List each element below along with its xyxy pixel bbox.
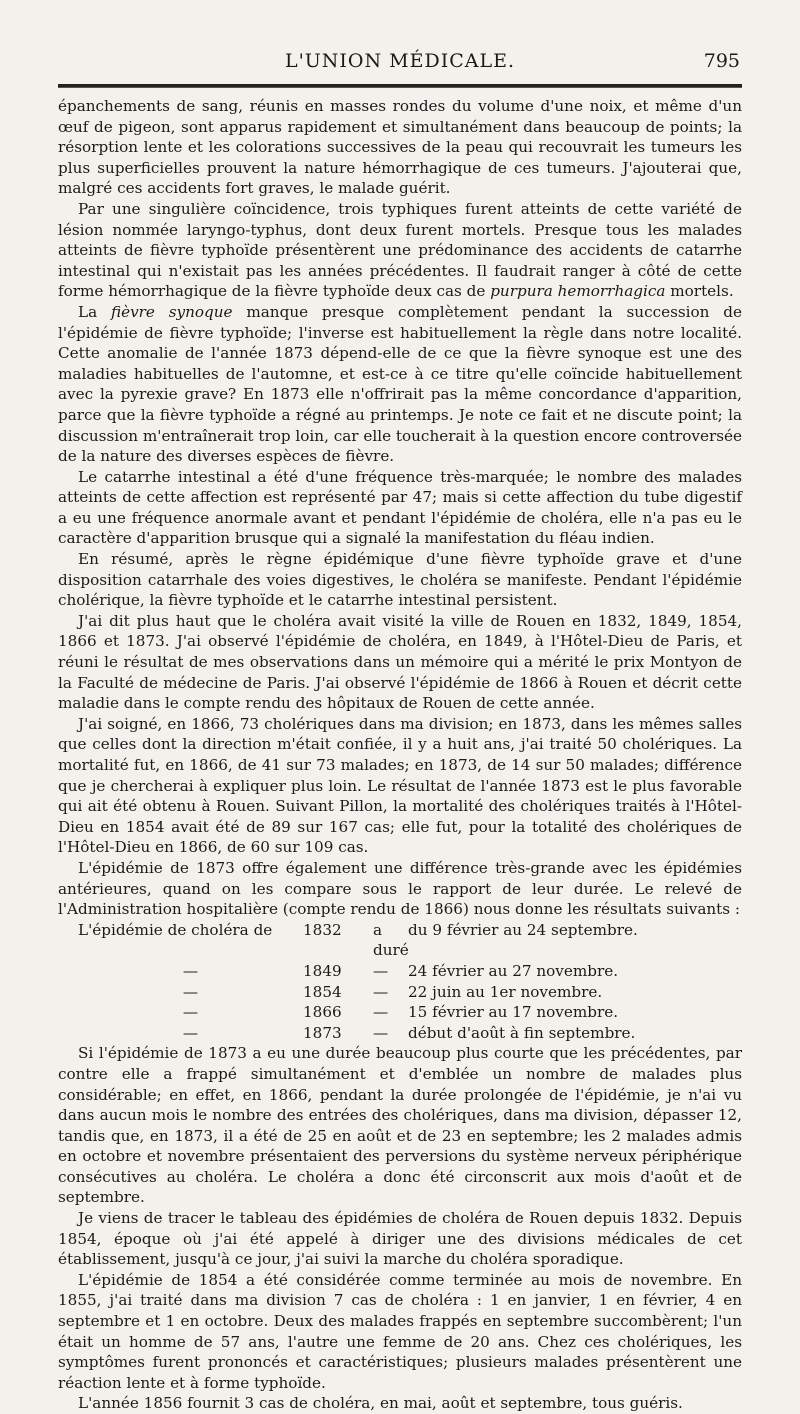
list-year: 1866	[303, 1003, 342, 1022]
paragraph-text: mortels.	[665, 282, 734, 301]
list-item	[78, 961, 742, 982]
list-year: 1849	[303, 961, 342, 980]
header-rule	[58, 84, 742, 88]
list-period: 15 février au 17 novembre.	[408, 1003, 619, 1022]
paragraph-text: La	[78, 302, 111, 321]
list-period: 22 juin au 1er novembre.	[408, 982, 603, 1001]
paragraph-text: Par une singulière coïncidence, trois typhiques furent atteints de cette variété de lésion nommée laryngo-typhus, dont deux furent mortels. Presque tous les malades atteints de fièvre typhoïde présentèrent une prédominance des accidents de catarrhe intestinal qui n'existait pas les années précédentes. Il faudrait ranger à côté de cette forme hémorrhagique de la fièvre typhoïde deux cas de	[58, 199, 742, 301]
list-year: 1854	[303, 982, 342, 1001]
list-label: —	[182, 1003, 199, 1022]
list-verb: —	[373, 1003, 389, 1022]
italic-term: purpura hemorrhagica	[490, 282, 666, 301]
epidemic-durations-list	[78, 920, 742, 1044]
list-label: L'épidémie de choléra de	[78, 920, 273, 939]
list-verb: —	[373, 961, 389, 980]
page-number: 795	[703, 50, 740, 72]
paragraph: Si l'épidémie de 1873 a eu une durée beaucoup plus courte que les précédentes, par contre elle a frappé simultanément et d'emblée un nombre de malades plus considérable; en effet, en 1866, pendant la durée prolongée de l'épidémie, je n'ai vu dans aucun mois le nombre des entrées des cholériques, dans ma division, dépasser 12, tandis que, en 1873, il a été de 25 en août et de 23 en septembre; les 2 malades admis en octobre et novembre présentaient des perversions du système nerveux périphérique consécutives au choléra. Le choléra a donc été circonscrit aux mois d'août et de septembre.	[58, 1044, 742, 1207]
list-item	[78, 1023, 742, 1044]
paragraph: J'ai soigné, en 1866, 73 cholériques dans ma division; en 1873, dans les mêmes salles que celles dont la direction m'était confiée, il y a huit ans, j'ai traité 50 cholériques. La mortalité fut, en 1866, de 41 sur 73 malades; en 1873, de 14 sur 50 malades; différence que je chercherai à expliquer plus loin. Le résultat de l'année 1873 est le plus favorable qui ait été obtenu à Rouen. Suivant Pillon, la mortalité des cholériques traités à l'Hôtel-Dieu en 1854 avait été de 89 sur 167 cas; elle fut, pour la totalité des cholériques de l'Hôtel-Dieu en 1866, de 60 sur 109 cas.	[58, 714, 742, 857]
paragraph: L'épidémie de 1854 a été considérée comme terminée au mois de novembre. En 1855, j'ai traité dans ma division 7 cas de choléra : 1 en janvier, 1 en février, 4 en septembre et 1 en octobre. Deux des malades frappés en septembre succombèrent; l'un était un homme de 57 ans, l'autre une femme de 20 ans. Chez ces cholériques, les symptômes furent prononcés et caractéristiques; plusieurs malades présentèrent une réaction lente et à forme typhoïde.	[58, 1270, 742, 1392]
journal-title: L'UNION MÉDICALE.	[284, 50, 516, 72]
paragraph: J'ai dit plus haut que le choléra avait visité la ville de Rouen en 1832, 1849, 1854, 1866 et 1873. J'ai observé l'épidémie de choléra, en 1849, à l'Hôtel-Dieu de Paris, et réuni le résultat de mes observations dans un mémoire qui a mérité le prix Montyon de la Faculté de médecine de Paris. J'ai observé l'épidémie de 1866 à Rouen et décrit cette maladie dans le compte rendu des hôpitaux de Rouen de cette année.	[58, 611, 742, 713]
list-year: 1832	[303, 920, 342, 939]
list-year: 1873	[303, 1023, 342, 1042]
list-period: du 9 février au 24 septembre.	[408, 920, 638, 939]
paragraph	[58, 302, 742, 467]
paragraph	[58, 199, 742, 302]
list-label: —	[182, 982, 199, 1001]
paragraph: Je viens de tracer le tableau des épidémies de choléra de Rouen depuis 1832. Depuis 1854, époque où j'ai été appelé à diriger une des divisions médicales de cet établissement, jusqu'à ce jour, j'ai suivi la marche du choléra sporadique.	[58, 1209, 742, 1269]
list-verb: a duré	[373, 920, 409, 960]
italic-term: fièvre synoque	[110, 302, 233, 321]
paragraph-text: manque presque complètement pendant la succession de l'épidémie de fièvre typhoïde; l'inverse est habituellement la règle dans notre localité. Cette anomalie de l'année 1873 dépend-elle de ce que la fièvre synoque est une des maladies habituelles de l'automne, et est-ce à ce titre qu'elle coïncide habituellement avec la pyrexie grave? En 1873 elle n'offrirait pas la même concordance d'apparition, parce que la fièvre typhoïde a régné au printemps. Je note ce fait et ne discute point; la discussion m'entraînerait trop loin, car elle toucherait à la question encore controversée de la nature des diverses espèces de fièvre.	[58, 302, 742, 466]
list-item	[78, 1002, 742, 1023]
paragraph: L'épidémie de 1873 offre également une différence très-grande avec les épidémies antérieures, quand on les compare sous le rapport de leur durée. Le relevé de l'Administration hospitalière (compte rendu de 1866) nous donne les résultats suivants :	[58, 858, 742, 919]
paragraph: En résumé, après le règne épidémique d'une fièvre typhoïde grave et d'une disposition catarrhale des voies digestives, le choléra se manifeste. Pendant l'épidémie cholérique, la fièvre typhoïde et le catarrhe intestinal persistent.	[58, 550, 742, 610]
list-label: —	[182, 961, 199, 980]
list-period: début d'août à fin septembre.	[408, 1023, 636, 1042]
list-item	[78, 920, 742, 961]
list-verb: —	[373, 1023, 389, 1042]
list-verb: —	[373, 982, 389, 1001]
running-header	[60, 48, 740, 76]
paragraph: Le catarrhe intestinal a été d'une fréquence très-marquée; le nombre des malades atteints de cette affection est représenté par 47; mais si cette affection du tube digestif a eu une fréquence anormale avant et pendant l'épidémie de choléra, elle n'a pas eu le caractère d'apparition brusque qui a signalé la manifestation du fléau indien.	[58, 467, 742, 548]
paragraph: L'année 1856 fournit 3 cas de choléra, en mai, août et septembre, tous guéris.	[78, 1394, 683, 1413]
list-period: 24 février au 27 novembre.	[408, 961, 619, 980]
paragraph: épanchements de sang, réunis en masses rondes du volume d'une noix, et même d'un œuf de pigeon, sont apparus rapidement et simultanément dans beaucoup de points; la résorption lente et les colorations successives de la peau qui recouvrait les tumeurs les plus superficielles prouvent la nature hémorrhagique de ces tumeurs. J'ajouterai que, malgré ces accidents fort graves, le malade guérit.	[58, 97, 742, 198]
article-body	[58, 96, 742, 1414]
list-label: —	[182, 1023, 199, 1042]
list-item	[78, 982, 742, 1003]
